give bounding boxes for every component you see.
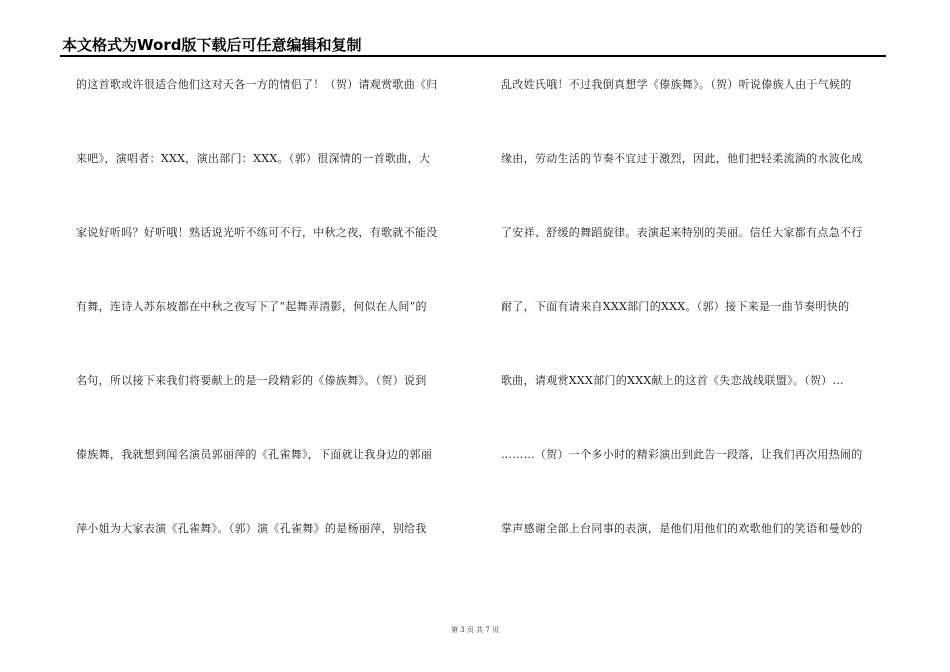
text-line: 名句，所以接下来我们将要献上的是一段精彩的《傣族舞》。（贺）说到: [76, 374, 427, 387]
text-line: 傣族舞，我就想到闻名演员郭丽萍的《孔雀舞》，下面就让我身边的郭丽: [76, 448, 433, 461]
text-line: ………（贺）一个多小时的精彩演出到此告一段落，让我们再次用热闹的: [501, 448, 863, 461]
text-line: 耐了，下面有请来自XXX部门的XXX。（郭）接下来是一曲节奏明快的: [501, 300, 850, 313]
text-line: 家说好听吗？好听哦！熟话说光听不练可不行，中秋之夜，有歌就不能没: [76, 226, 438, 239]
right-text-column: [501, 70, 887, 570]
text-line: 萍小姐为大家表演《孔雀舞》。（郭）演《孔雀舞》的是杨丽萍，别给我: [76, 522, 427, 535]
page-number: 第 3 页 共 7 页: [450, 626, 500, 634]
left-text-column: [76, 70, 462, 570]
text-line: 来吧》，演唱者：XXX，演出部门：XXX。（郭）很深情的一首歌曲，大: [76, 152, 431, 165]
document-header-title: 本文格式为Word版下载后可任意编辑和复制: [62, 36, 362, 54]
text-line: 的这首歌或许很适合他们这对天各一方的情侣了！（贺）请观赏歌曲《归: [76, 78, 438, 91]
header-divider: [60, 55, 886, 57]
text-line: 掌声感谢全部上台同事的表演，是他们用他们的欢歌他们的笑语和曼妙的: [501, 522, 863, 535]
text-line: 了安祥、舒缓的舞蹈旋律。表演起来特别的美丽。信任大家都有点急不行: [501, 226, 863, 239]
text-line: 乱改姓氏哦！不过我倒真想学《傣族舞》。（贺）听说傣族人由于气候的: [501, 78, 852, 91]
text-line: 有舞，连诗人苏东坡都在中秋之夜写下了“起舞弄清影，何似在人间”的: [76, 300, 427, 313]
text-line: 缘由，劳动生活的节奏不宜过于激烈，因此，他们把轻柔流淌的水波化成: [501, 152, 863, 165]
text-line: 歌曲，请观赏XXX部门的XXX献上的这首《失恋战线联盟》。（贺）…: [501, 374, 844, 387]
